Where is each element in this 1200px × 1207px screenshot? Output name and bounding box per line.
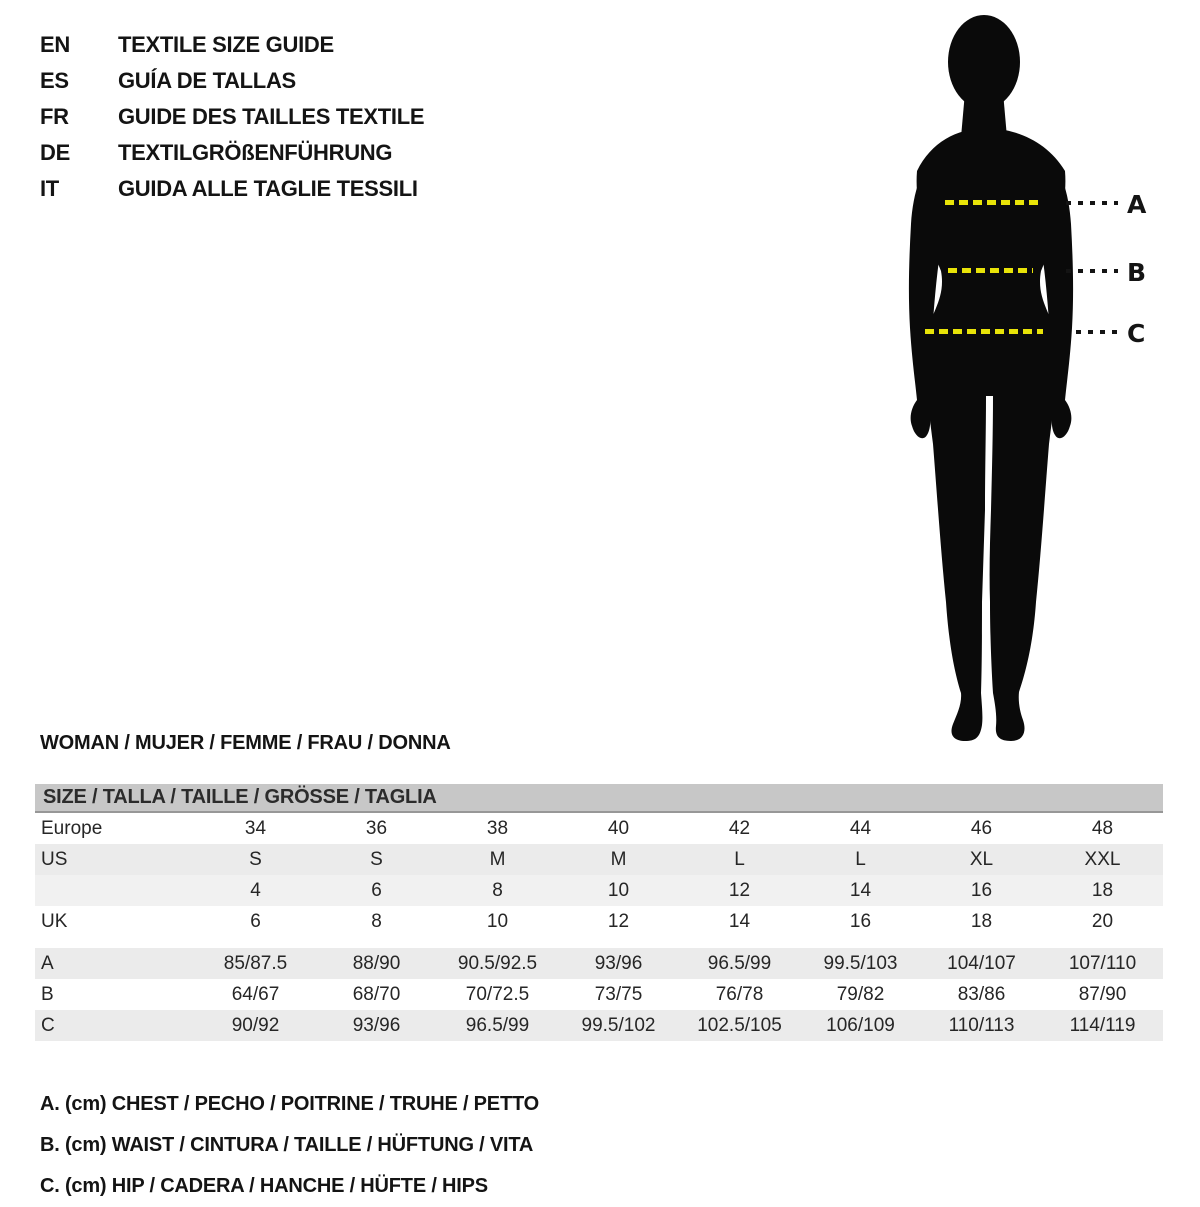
size-cell: 8 [492,880,503,901]
size-cell: XXL [1084,849,1121,870]
size-cell: 12 [607,911,630,932]
language-code: DE [40,140,70,165]
size-cell: 93/96 [594,953,643,974]
waist-leader-dotted-line [1066,269,1118,273]
language-title-list [40,27,424,207]
size-cell: 4 [250,880,261,901]
size-cell: 73/75 [594,984,643,1005]
size-cell: 102.5/105 [697,1015,782,1036]
size-cell: 85/87.5 [223,953,288,974]
size-cell: 6 [250,911,261,932]
size-cell: 114/119 [1069,1015,1136,1036]
table-row [35,948,1163,979]
language-row [40,27,424,63]
size-table-header: SIZE / TALLA / TAILLE / GRÖSSE / TAGLIA [35,784,1163,813]
hip-measure-dash-line [925,329,1043,334]
size-cell: L [855,849,866,870]
size-cell: 87/90 [1078,984,1127,1005]
size-cell: 14 [849,880,872,901]
language-row [40,99,424,135]
marker-label-c: C [1127,319,1146,348]
size-cell: L [734,849,745,870]
size-cell: 107/110 [1068,953,1137,974]
size-cell: 12 [728,880,751,901]
language-title: GUIDA ALLE TAGLIE TESSILI [118,176,418,201]
language-code: FR [40,104,69,129]
size-cell: 76/78 [715,984,764,1005]
language-code: ES [40,68,69,93]
language-title: GUIDE DES TAILLES TEXTILE [118,104,425,129]
language-row [40,171,424,207]
size-cell: M [610,849,627,870]
size-cell: 106/109 [826,1015,895,1036]
size-cell: S [249,849,262,870]
size-cell: 18 [1091,880,1114,901]
table-row [35,813,1163,844]
size-cell: 96.5/99 [465,1015,530,1036]
size-cell: XL [969,849,994,870]
chest-leader-dotted-line [1066,201,1118,205]
size-cell: 34 [244,818,267,839]
measurement-rows-group [35,948,1163,1041]
language-code: EN [40,32,70,57]
size-cell: 88/90 [352,953,401,974]
language-row [40,63,424,99]
size-cell: 104/107 [947,953,1016,974]
size-cell: 16 [849,911,872,932]
table-row [35,979,1163,1010]
size-cell: 79/82 [836,984,885,1005]
size-cell: 83/86 [957,984,1006,1005]
row-label [35,875,195,906]
marker-label-b: B [1127,258,1147,287]
language-code: IT [40,176,59,201]
row-label: UK [41,911,68,932]
table-row [35,1010,1163,1041]
chest-measure-dash-line [945,200,1041,205]
language-row [40,135,424,171]
size-cell: 90/92 [231,1015,280,1036]
size-cell: 10 [486,911,509,932]
marker-label-a: A [1127,190,1147,219]
size-cell: 64/67 [231,984,280,1005]
size-cell: 48 [1091,818,1114,839]
size-cell: 36 [365,818,388,839]
size-cell: 68/70 [352,984,401,1005]
table-row [35,844,1163,875]
row-label: US [41,849,68,870]
table-row [35,906,1163,937]
size-cell: 6 [371,880,382,901]
table-gap [35,937,1163,948]
size-cell: 90.5/92.5 [457,953,538,974]
size-cell: S [370,849,383,870]
waist-measure-dash-line [948,268,1033,273]
size-cell: 70/72.5 [465,984,530,1005]
row-label: Europe [41,818,103,839]
size-cell: 44 [849,818,872,839]
size-rows-group [35,813,1163,937]
woman-silhouette-figure [905,12,1085,747]
legend-line: A. (cm) CHEST / PECHO / POITRINE / TRUHE / PETTO [40,1093,539,1115]
size-cell: 20 [1091,911,1114,932]
size-cell: 16 [970,880,993,901]
size-cell: 46 [970,818,993,839]
woman-silhouette-icon [905,12,1085,747]
legend-line: C. (cm) HIP / CADERA / HANCHE / HÜFTE / HIPS [40,1175,488,1197]
size-cell: 10 [607,880,630,901]
hip-leader-dotted-line [1076,330,1118,334]
language-title: GUÍA DE TALLAS [118,68,296,93]
size-cell: 99.5/102 [581,1015,656,1036]
size-cell: M [489,849,506,870]
row-label: C [41,1015,55,1036]
row-label: B [41,984,54,1005]
size-cell: 96.5/99 [707,953,772,974]
size-cell: 38 [486,818,509,839]
size-cell: 14 [728,911,751,932]
table-row [35,875,1163,906]
section-title-woman: WOMAN / MUJER / FEMME / FRAU / DONNA [40,732,451,754]
size-table [35,784,1163,1041]
size-cell: 93/96 [352,1015,401,1036]
size-cell: 40 [607,818,630,839]
language-title: TEXTILE SIZE GUIDE [118,32,334,57]
size-cell: 110/113 [948,1015,1015,1036]
size-cell: 99.5/103 [823,953,898,974]
size-cell: 42 [728,818,751,839]
row-label: A [41,953,54,974]
legend-line: B. (cm) WAIST / CINTURA / TAILLE / HÜFTUNG / VITA [40,1134,534,1156]
size-cell: 8 [371,911,382,932]
language-title: TEXTILGRÖßENFÜHRUNG [118,140,393,165]
size-cell: 18 [970,911,993,932]
measurement-legend [40,1084,539,1207]
